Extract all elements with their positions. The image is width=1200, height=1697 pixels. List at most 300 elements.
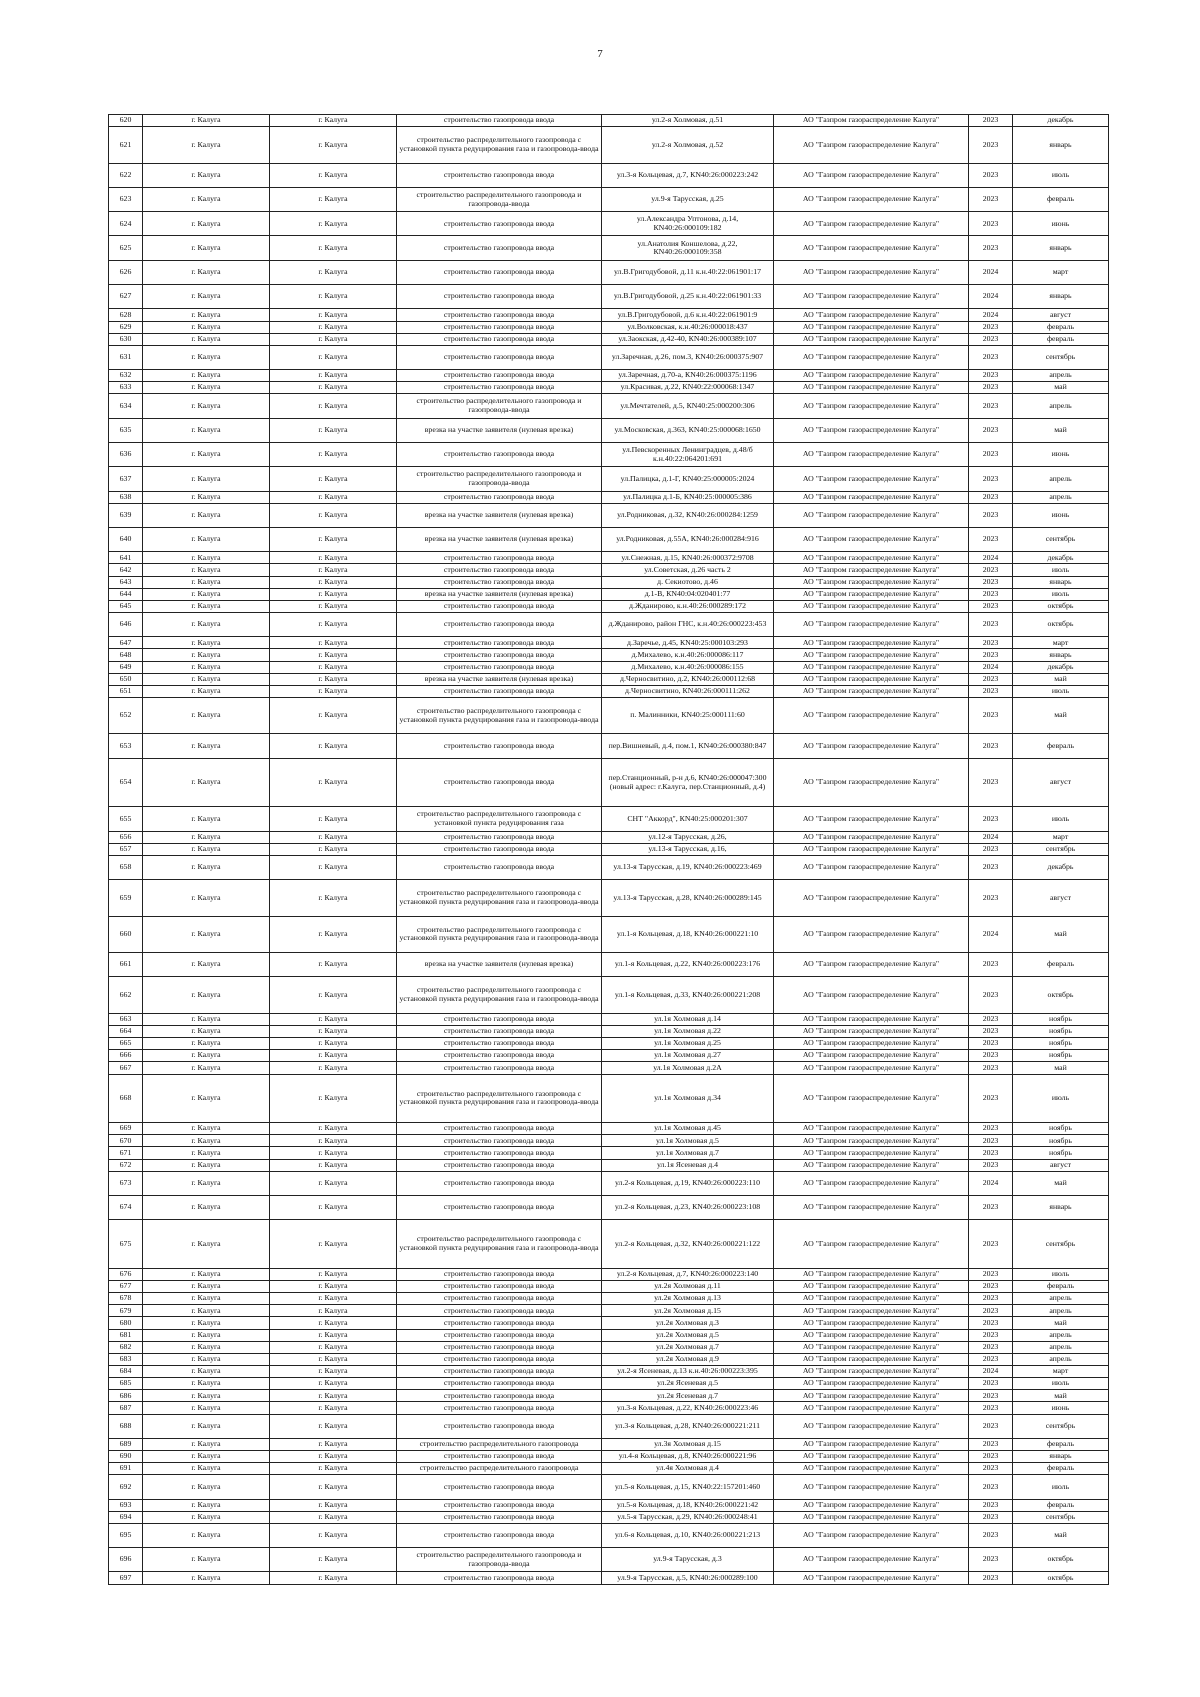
cell-work-type: строительство газопровода ввода <box>397 612 602 636</box>
cell-month: декабрь <box>1013 115 1109 127</box>
cell-year: 2024 <box>969 1365 1013 1377</box>
cell-work-type: строительство распределительного газопровода и газопровода-ввода <box>397 467 602 491</box>
cell-work-type: строительство газопровода ввода <box>397 1123 602 1135</box>
table-row <box>109 115 1109 127</box>
cell-row-number: 650 <box>109 673 143 685</box>
cell-year: 2023 <box>969 1050 1013 1062</box>
table-row <box>109 1450 1109 1462</box>
cell-month: май <box>1013 1062 1109 1074</box>
cell-address: ул.5-я Кольцевая, д.18, КN40:26:000221:42 <box>602 1499 774 1511</box>
cell-year: 2023 <box>969 1317 1013 1329</box>
cell-address: ул.1я Холмовая д.45 <box>602 1123 774 1135</box>
cell-settlement: г. Калуга <box>270 1013 397 1025</box>
cell-settlement: г. Калуга <box>270 1171 397 1195</box>
cell-year: 2024 <box>969 1171 1013 1195</box>
cell-row-number: 686 <box>109 1390 143 1402</box>
cell-address: ул.Александра Уптонова, д.14, КN40:26:000109:182 <box>602 212 774 236</box>
table-row <box>109 1572 1109 1584</box>
cell-year: 2023 <box>969 1475 1013 1499</box>
cell-month: февраль <box>1013 734 1109 758</box>
table-row <box>109 345 1109 369</box>
cell-month: январь <box>1013 1195 1109 1219</box>
cell-settlement: г. Калуга <box>270 333 397 345</box>
cell-organization: АО "Газпром газораспределение Калуга" <box>774 1074 969 1123</box>
cell-settlement: г. Калуга <box>270 661 397 673</box>
cell-month: декабрь <box>1013 552 1109 564</box>
cell-work-type: строительство распределительного газопровода с установкой пункта редуцирования газа <box>397 807 602 831</box>
cell-row-number: 674 <box>109 1195 143 1219</box>
cell-address: ул.13-я Тарусская, д.16, <box>602 843 774 855</box>
cell-organization: АО "Газпром газораспределение Калуга" <box>774 576 969 588</box>
cell-month: июль <box>1013 163 1109 187</box>
table-row <box>109 127 1109 163</box>
cell-row-number: 687 <box>109 1402 143 1414</box>
cell-row-number: 670 <box>109 1135 143 1147</box>
cell-address: ул.1я Холмовая д.34 <box>602 1074 774 1123</box>
cell-settlement: г. Калуга <box>270 127 397 163</box>
cell-row-number: 684 <box>109 1365 143 1377</box>
cell-address: п. Малинники, КN40:25:000111:60 <box>602 697 774 733</box>
cell-row-number: 662 <box>109 977 143 1013</box>
cell-address: д.Жданирово, район ГНС, к.н.40:26:000223:453 <box>602 612 774 636</box>
cell-year: 2023 <box>969 1402 1013 1414</box>
cell-row-number: 696 <box>109 1548 143 1572</box>
cell-address: ул.2я Холмовая д.15 <box>602 1305 774 1317</box>
cell-settlement: г. Калуга <box>270 187 397 211</box>
cell-municipality: г. Калуга <box>143 1341 270 1353</box>
table-row <box>109 807 1109 831</box>
cell-year: 2024 <box>969 831 1013 843</box>
table-row <box>109 1293 1109 1305</box>
cell-municipality: г. Калуга <box>143 1402 270 1414</box>
cell-settlement: г. Калуга <box>270 1123 397 1135</box>
cell-municipality: г. Калуга <box>143 1390 270 1402</box>
cell-address: ул.1я Ясеневая д.4 <box>602 1159 774 1171</box>
cell-organization: АО "Газпром газораспределение Калуга" <box>774 394 969 418</box>
cell-municipality: г. Калуга <box>143 1268 270 1280</box>
table-row <box>109 370 1109 382</box>
cell-organization: АО "Газпром газораспределение Калуга" <box>774 1280 969 1292</box>
cell-settlement: г. Калуга <box>270 685 397 697</box>
cell-year: 2023 <box>969 1414 1013 1438</box>
cell-municipality: г. Калуга <box>143 115 270 127</box>
cell-settlement: г. Калуга <box>270 467 397 491</box>
table-row <box>109 734 1109 758</box>
cell-month: декабрь <box>1013 661 1109 673</box>
cell-address: д.Черносвитино, д.2, КN40:26:000112:68 <box>602 673 774 685</box>
cell-address: ул.2я Холмовая д.3 <box>602 1317 774 1329</box>
cell-address: ул.Красивая, д.22, КN40:22:000068:1347 <box>602 382 774 394</box>
cell-address: ул.2-я Кольцевая, д.32, КN40:26:000221:122 <box>602 1220 774 1269</box>
table-row <box>109 1195 1109 1219</box>
cell-organization: АО "Газпром газораспределение Калуга" <box>774 260 969 284</box>
cell-year: 2023 <box>969 1135 1013 1147</box>
cell-municipality: г. Калуга <box>143 1293 270 1305</box>
cell-work-type: строительство газопровода ввода <box>397 442 602 466</box>
cell-work-type: врезка на участке заявителя (нулевая врезка) <box>397 527 602 551</box>
table-row <box>109 1463 1109 1475</box>
cell-address: ул.3-я Кольцевая, д.7, КN40:26:000223:242 <box>602 163 774 187</box>
cell-work-type: врезка на участке заявителя (нулевая врезка) <box>397 953 602 977</box>
cell-municipality: г. Калуга <box>143 576 270 588</box>
cell-month: ноябрь <box>1013 1135 1109 1147</box>
cell-organization: АО "Газпром газораспределение Калуга" <box>774 442 969 466</box>
cell-row-number: 668 <box>109 1074 143 1123</box>
cell-year: 2023 <box>969 1159 1013 1171</box>
cell-municipality: г. Калуга <box>143 734 270 758</box>
cell-settlement: г. Калуга <box>270 1220 397 1269</box>
cell-row-number: 624 <box>109 212 143 236</box>
cell-year: 2023 <box>969 1572 1013 1584</box>
cell-month: ноябрь <box>1013 1123 1109 1135</box>
table-row <box>109 1499 1109 1511</box>
cell-municipality: г. Калуга <box>143 1463 270 1475</box>
cell-organization: АО "Газпром газораспределение Калуга" <box>774 673 969 685</box>
cell-month: июль <box>1013 1378 1109 1390</box>
cell-month: октябрь <box>1013 977 1109 1013</box>
cell-month: ноябрь <box>1013 1147 1109 1159</box>
cell-work-type: строительство газопровода ввода <box>397 1341 602 1353</box>
page-number: 7 <box>597 48 603 60</box>
cell-year: 2023 <box>969 758 1013 807</box>
cell-settlement: г. Калуга <box>270 1341 397 1353</box>
cell-municipality: г. Калуга <box>143 649 270 661</box>
cell-settlement: г. Калуга <box>270 1353 397 1365</box>
cell-organization: АО "Газпром газораспределение Калуга" <box>774 115 969 127</box>
cell-municipality: г. Калуга <box>143 1171 270 1195</box>
cell-year: 2023 <box>969 977 1013 1013</box>
cell-address: ул.2я Холмовая д.7 <box>602 1341 774 1353</box>
cell-work-type: строительство распределительного газопровода с установкой пункта редуцирования газа и газопровода-ввода <box>397 977 602 1013</box>
cell-work-type: строительство газопровода ввода <box>397 1147 602 1159</box>
cell-row-number: 633 <box>109 382 143 394</box>
cell-organization: АО "Газпром газораспределение Калуга" <box>774 977 969 1013</box>
cell-year: 2023 <box>969 1195 1013 1219</box>
cell-row-number: 672 <box>109 1159 143 1171</box>
cell-municipality: г. Калуга <box>143 673 270 685</box>
cell-organization: АО "Газпром газораспределение Калуга" <box>774 1050 969 1062</box>
cell-organization: АО "Газпром газораспределение Калуга" <box>774 345 969 369</box>
cell-settlement: г. Калуга <box>270 418 397 442</box>
cell-month: июль <box>1013 1074 1109 1123</box>
cell-organization: АО "Газпром газораспределение Калуга" <box>774 1572 969 1584</box>
cell-address: ул.Певскоренных Ленинградцев, д.48/б к.н.40:22:064201:691 <box>602 442 774 466</box>
cell-work-type: строительство распределительного газопровода <box>397 1438 602 1450</box>
table-row <box>109 1062 1109 1074</box>
cell-work-type: строительство газопровода ввода <box>397 843 602 855</box>
cell-address: ул.1-я Кольцевая, д.22, КN40:26:000223:176 <box>602 953 774 977</box>
table-row <box>109 1523 1109 1547</box>
cell-year: 2023 <box>969 1378 1013 1390</box>
cell-work-type: врезка на участке заявителя (нулевая врезка) <box>397 418 602 442</box>
cell-row-number: 636 <box>109 442 143 466</box>
cell-municipality: г. Калуга <box>143 977 270 1013</box>
cell-municipality: г. Калуга <box>143 1414 270 1438</box>
cell-month: февраль <box>1013 187 1109 211</box>
cell-work-type: строительство газопровода ввода <box>397 1159 602 1171</box>
cell-municipality: г. Калуга <box>143 1475 270 1499</box>
cell-month: февраль <box>1013 321 1109 333</box>
cell-year: 2024 <box>969 260 1013 284</box>
cell-organization: АО "Газпром газораспределение Калуга" <box>774 1523 969 1547</box>
cell-municipality: г. Калуга <box>143 1329 270 1341</box>
cell-organization: АО "Газпром газораспределение Калуга" <box>774 527 969 551</box>
cell-work-type: строительство распределительного газопровода с установкой пункта редуцирования газа и газопровода-ввода <box>397 1074 602 1123</box>
cell-month: ноябрь <box>1013 1025 1109 1037</box>
table-row <box>109 1147 1109 1159</box>
cell-settlement: г. Калуга <box>270 1038 397 1050</box>
cell-year: 2023 <box>969 1450 1013 1462</box>
cell-municipality: г. Калуга <box>143 916 270 952</box>
cell-work-type: строительство газопровода ввода <box>397 1268 602 1280</box>
cell-organization: АО "Газпром газораспределение Калуга" <box>774 661 969 673</box>
cell-municipality: г. Калуга <box>143 212 270 236</box>
cell-year: 2023 <box>969 855 1013 879</box>
cell-row-number: 690 <box>109 1450 143 1462</box>
cell-municipality: г. Калуга <box>143 503 270 527</box>
cell-month: октябрь <box>1013 1548 1109 1572</box>
cell-municipality: г. Калуга <box>143 260 270 284</box>
cell-month: август <box>1013 1159 1109 1171</box>
table-row <box>109 588 1109 600</box>
cell-address: д. Секиотово, д.46 <box>602 576 774 588</box>
cell-work-type: строительство газопровода ввода <box>397 576 602 588</box>
cell-municipality: г. Калуга <box>143 1548 270 1572</box>
cell-address: ул.1я Холмовая д.22 <box>602 1025 774 1037</box>
table-row <box>109 831 1109 843</box>
cell-settlement: г. Калуга <box>270 1135 397 1147</box>
cell-work-type: строительство распределительного газопровода с установкой пункта редуцирования газа и газопровода-ввода <box>397 1220 602 1269</box>
cell-address: ул.2я Холмовая д.13 <box>602 1293 774 1305</box>
cell-address: ул.2-я Холмовая, д.51 <box>602 115 774 127</box>
cell-address: ул.Советская, д.26 часть 2 <box>602 564 774 576</box>
cell-address: ул.2-я Холмовая, д.52 <box>602 127 774 163</box>
cell-settlement: г. Калуга <box>270 1305 397 1317</box>
cell-organization: АО "Газпром газораспределение Калуга" <box>774 600 969 612</box>
cell-settlement: г. Калуга <box>270 588 397 600</box>
cell-municipality: г. Калуга <box>143 127 270 163</box>
cell-year: 2023 <box>969 382 1013 394</box>
cell-settlement: г. Калуга <box>270 1329 397 1341</box>
cell-work-type: строительство газопровода ввода <box>397 1195 602 1219</box>
cell-municipality: г. Калуга <box>143 1305 270 1317</box>
table-row <box>109 491 1109 503</box>
cell-row-number: 640 <box>109 527 143 551</box>
cell-row-number: 626 <box>109 260 143 284</box>
cell-row-number: 631 <box>109 345 143 369</box>
cell-row-number: 632 <box>109 370 143 382</box>
table-row <box>109 649 1109 661</box>
cell-municipality: г. Калуга <box>143 285 270 309</box>
cell-organization: АО "Газпром газораспределение Калуга" <box>774 418 969 442</box>
cell-row-number: 651 <box>109 685 143 697</box>
cell-municipality: г. Калуга <box>143 333 270 345</box>
cell-work-type: строительство газопровода ввода <box>397 285 602 309</box>
table-row <box>109 697 1109 733</box>
cell-settlement: г. Калуга <box>270 1402 397 1414</box>
cell-address: ул.Снежная, д.15, КN40:26:000372:9708 <box>602 552 774 564</box>
table-row <box>109 953 1109 977</box>
cell-year: 2023 <box>969 564 1013 576</box>
table-row <box>109 1074 1109 1123</box>
cell-work-type: строительство газопровода ввода <box>397 758 602 807</box>
cell-municipality: г. Калуга <box>143 236 270 260</box>
table-row <box>109 236 1109 260</box>
cell-work-type: строительство газопровода ввода <box>397 1450 602 1462</box>
cell-month: ноябрь <box>1013 1013 1109 1025</box>
cell-organization: АО "Газпром газораспределение Калуга" <box>774 1123 969 1135</box>
cell-organization: АО "Газпром газораспределение Калуга" <box>774 697 969 733</box>
cell-settlement: г. Калуга <box>270 321 397 333</box>
cell-settlement: г. Калуга <box>270 1317 397 1329</box>
cell-organization: АО "Газпром газораспределение Калуга" <box>774 382 969 394</box>
cell-row-number: 679 <box>109 1305 143 1317</box>
cell-organization: АО "Газпром газораспределение Калуга" <box>774 552 969 564</box>
cell-row-number: 663 <box>109 1013 143 1025</box>
cell-year: 2023 <box>969 1025 1013 1037</box>
table-row <box>109 600 1109 612</box>
table-row <box>109 260 1109 284</box>
table-row <box>109 1305 1109 1317</box>
cell-work-type: строительство газопровода ввода <box>397 1171 602 1195</box>
cell-row-number: 652 <box>109 697 143 733</box>
cell-work-type: строительство газопровода ввода <box>397 1390 602 1402</box>
cell-month: сентябрь <box>1013 1511 1109 1523</box>
cell-settlement: г. Калуга <box>270 1523 397 1547</box>
cell-year: 2023 <box>969 333 1013 345</box>
cell-settlement: г. Калуга <box>270 1062 397 1074</box>
cell-year: 2023 <box>969 442 1013 466</box>
cell-settlement: г. Калуга <box>270 1438 397 1450</box>
cell-month: июнь <box>1013 442 1109 466</box>
cell-municipality: г. Калуга <box>143 758 270 807</box>
cell-row-number: 691 <box>109 1463 143 1475</box>
table-row <box>109 661 1109 673</box>
cell-work-type: врезка на участке заявителя (нулевая врезка) <box>397 503 602 527</box>
cell-address: ул.Палицка д.1-Б, КN40:25:000005:386 <box>602 491 774 503</box>
cell-municipality: г. Калуга <box>143 1317 270 1329</box>
cell-organization: АО "Газпром газораспределение Калуга" <box>774 212 969 236</box>
cell-row-number: 688 <box>109 1414 143 1438</box>
cell-settlement: г. Калуга <box>270 1050 397 1062</box>
cell-month: август <box>1013 309 1109 321</box>
cell-year: 2023 <box>969 576 1013 588</box>
cell-row-number: 681 <box>109 1329 143 1341</box>
cell-work-type: врезка на участке заявителя (нулевая врезка) <box>397 588 602 600</box>
cell-settlement: г. Калуга <box>270 236 397 260</box>
cell-row-number: 675 <box>109 1220 143 1269</box>
cell-settlement: г. Калуга <box>270 600 397 612</box>
cell-row-number: 620 <box>109 115 143 127</box>
table-row <box>109 1280 1109 1292</box>
table-row <box>109 285 1109 309</box>
cell-municipality: г. Калуга <box>143 807 270 831</box>
cell-organization: АО "Газпром газораспределение Калуга" <box>774 1353 969 1365</box>
cell-organization: АО "Газпром газораспределение Калуга" <box>774 1268 969 1280</box>
cell-year: 2023 <box>969 1548 1013 1572</box>
cell-month: июль <box>1013 1475 1109 1499</box>
cell-municipality: г. Калуга <box>143 612 270 636</box>
cell-month: март <box>1013 260 1109 284</box>
cell-municipality: г. Калуга <box>143 1378 270 1390</box>
cell-row-number: 685 <box>109 1378 143 1390</box>
cell-settlement: г. Калуга <box>270 576 397 588</box>
cell-row-number: 682 <box>109 1341 143 1353</box>
cell-municipality: г. Калуга <box>143 600 270 612</box>
cell-organization: АО "Газпром газораспределение Калуга" <box>774 649 969 661</box>
cell-organization: АО "Газпром газораспределение Калуга" <box>774 1062 969 1074</box>
cell-municipality: г. Калуга <box>143 953 270 977</box>
cell-work-type: строительство распределительного газопровода с установкой пункта редуцирования газа и газопровода-ввода <box>397 127 602 163</box>
cell-address: ул.4я Холмовая д.4 <box>602 1463 774 1475</box>
cell-month: сентябрь <box>1013 1220 1109 1269</box>
cell-year: 2023 <box>969 187 1013 211</box>
cell-month: январь <box>1013 236 1109 260</box>
cell-row-number: 693 <box>109 1499 143 1511</box>
cell-settlement: г. Калуга <box>270 1159 397 1171</box>
cell-month: май <box>1013 1317 1109 1329</box>
cell-settlement: г. Калуга <box>270 345 397 369</box>
cell-address: ул.1я Холмовая д.5 <box>602 1135 774 1147</box>
cell-settlement: г. Калуга <box>270 673 397 685</box>
cell-organization: АО "Газпром газораспределение Калуга" <box>774 1450 969 1462</box>
cell-year: 2023 <box>969 1523 1013 1547</box>
cell-settlement: г. Калуга <box>270 1548 397 1572</box>
cell-address: ул.1я Холмовая д.25 <box>602 1038 774 1050</box>
gas-connection-register-table <box>108 114 1109 1585</box>
table-row <box>109 1341 1109 1353</box>
cell-address: ул.Московская, д.363, КN40:25:000068:1650 <box>602 418 774 442</box>
table-row <box>109 1390 1109 1402</box>
table-row <box>109 467 1109 491</box>
cell-settlement: г. Калуга <box>270 1463 397 1475</box>
cell-row-number: 689 <box>109 1438 143 1450</box>
cell-work-type: строительство газопровода ввода <box>397 1280 602 1292</box>
cell-address: ул.Заречная, д.70-а, КN40:26:000375:1196 <box>602 370 774 382</box>
cell-work-type: строительство газопровода ввода <box>397 1414 602 1438</box>
cell-month: февраль <box>1013 1280 1109 1292</box>
table-row <box>109 1438 1109 1450</box>
cell-municipality: г. Калуга <box>143 661 270 673</box>
cell-year: 2023 <box>969 127 1013 163</box>
cell-address: ул.В.Григодубовой, д.25 к.н.40:22:061901:33 <box>602 285 774 309</box>
cell-settlement: г. Калуга <box>270 1280 397 1292</box>
cell-row-number: 643 <box>109 576 143 588</box>
cell-row-number: 628 <box>109 309 143 321</box>
cell-settlement: г. Калуга <box>270 163 397 187</box>
cell-work-type: строительство газопровода ввода <box>397 212 602 236</box>
cell-settlement: г. Калуга <box>270 1414 397 1438</box>
table-row <box>109 1013 1109 1025</box>
cell-work-type: строительство газопровода ввода <box>397 333 602 345</box>
cell-row-number: 671 <box>109 1147 143 1159</box>
cell-organization: АО "Газпром газораспределение Калуга" <box>774 1305 969 1317</box>
cell-municipality: г. Калуга <box>143 467 270 491</box>
cell-address: ул.5-я Кольцевая, д.15, КN40:22:157201:460 <box>602 1475 774 1499</box>
cell-month: сентябрь <box>1013 527 1109 551</box>
cell-settlement: г. Калуга <box>270 637 397 649</box>
cell-work-type: строительство газопровода ввода <box>397 649 602 661</box>
table-row <box>109 321 1109 333</box>
cell-settlement: г. Калуга <box>270 697 397 733</box>
cell-work-type: строительство газопровода ввода <box>397 236 602 260</box>
cell-month: июль <box>1013 1268 1109 1280</box>
cell-organization: АО "Газпром газораспределение Калуга" <box>774 564 969 576</box>
cell-month: июль <box>1013 685 1109 697</box>
cell-municipality: г. Калуга <box>143 163 270 187</box>
cell-row-number: 637 <box>109 467 143 491</box>
cell-work-type: строительство газопровода ввода <box>397 1038 602 1050</box>
